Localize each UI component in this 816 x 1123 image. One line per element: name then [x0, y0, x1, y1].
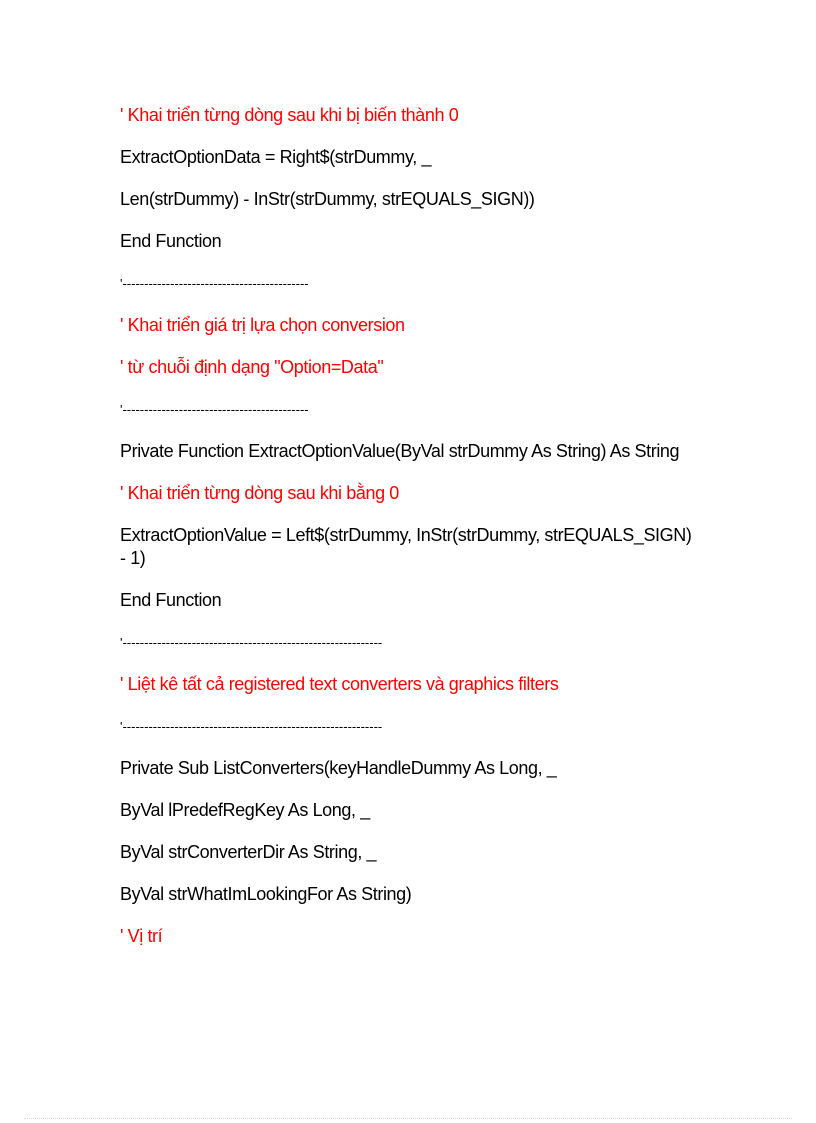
- comment-line: ' Khai triển giá trị lựa chọn conversion: [120, 315, 405, 335]
- separator-line: '-------------------------------------------: [120, 276, 309, 291]
- code-line: ByVal strWhatImLookingFor As String): [120, 884, 412, 904]
- code-line: ExtractOptionValue = Left$(strDummy, InStr(strDummy, strEQUALS_SIGN) - 1): [120, 525, 692, 568]
- code-line: Len(strDummy) - InStr(strDummy, strEQUALS_SIGN)): [120, 189, 535, 209]
- separator-line: '------------------------------------------------------------: [120, 719, 383, 734]
- code-line: ByVal lPredefRegKey As Long, _: [120, 800, 370, 820]
- page-bottom-divider: [24, 1118, 792, 1119]
- comment-line: ' Khai triển từng dòng sau khi bằng 0: [120, 483, 399, 503]
- code-line: End Function: [120, 231, 222, 251]
- comment-line: ' Khai triển từng dòng sau khi bị biến thành 0: [120, 105, 459, 125]
- code-line: Private Function ExtractOptionValue(ByVal strDummy As String) As String: [120, 441, 680, 461]
- code-line: Private Sub ListConverters(keyHandleDummy As Long, _: [120, 758, 557, 778]
- code-line: ExtractOptionData = Right$(strDummy, _: [120, 147, 432, 167]
- code-line: End Function: [120, 590, 222, 610]
- code-listing: [120, 104, 700, 948]
- separator-line: '------------------------------------------------------------: [120, 635, 383, 650]
- code-line: ByVal strConverterDir As String, _: [120, 842, 377, 862]
- comment-line: ' Vị trí: [120, 926, 163, 946]
- separator-line: '-------------------------------------------: [120, 402, 309, 417]
- comment-line: ' Liệt kê tất cả registered text converters và graphics filters: [120, 674, 559, 694]
- comment-line: ' từ chuỗi định dạng "Option=Data": [120, 357, 384, 377]
